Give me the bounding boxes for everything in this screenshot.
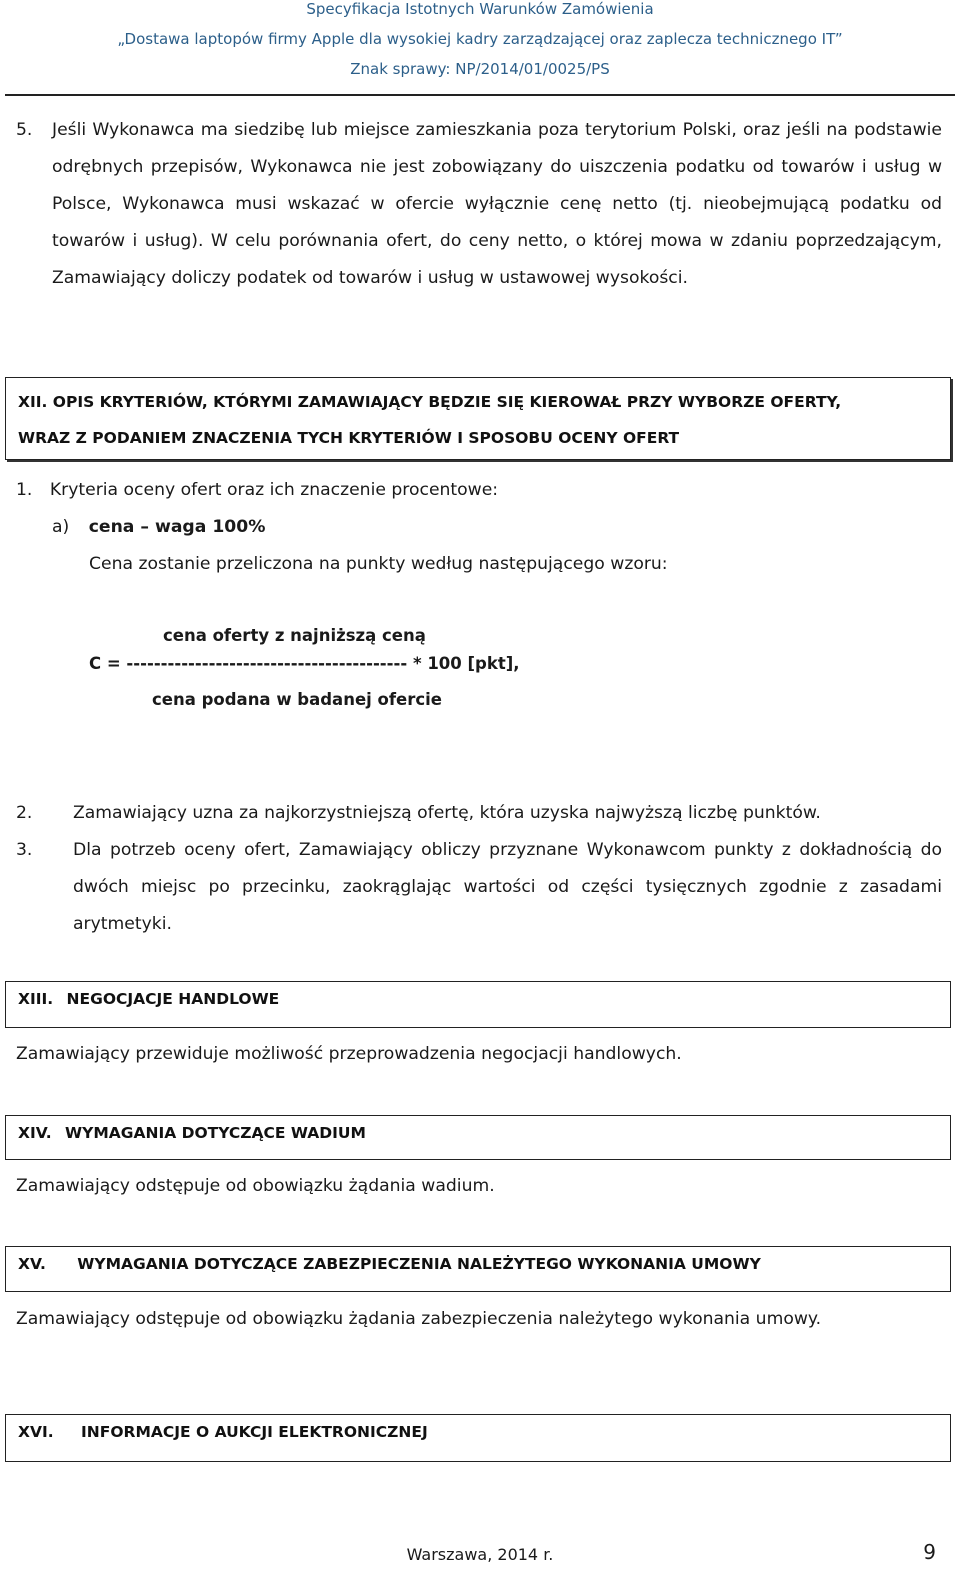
header-case-number: Znak sprawy: NP/2014/01/0025/PS (350, 60, 610, 78)
header-divider (5, 94, 955, 96)
section-14-heading (5, 1115, 951, 1160)
section-12-title-line1 (18, 384, 940, 420)
paragraph-5 (16, 112, 942, 297)
section-12-title-line2: WRAZ Z PODANIEM ZNACZENIA TYCH KRYTERIÓW I SPOSOBU OCENY OFERT (18, 429, 680, 447)
section-13-heading (5, 981, 951, 1028)
header-subject: „Dostawa laptopów firmy Apple dla wysokiej kadry zarządzającej oraz zaplecza technicznego IT” (117, 30, 843, 48)
section-14-title: WYMAGANIA DOTYCZĄCE WADIUM (65, 1124, 366, 1142)
header-spec-title: Specyfikacja Istotnych Warunków Zamówienia (306, 0, 654, 18)
criteria-item-2-number: 2. (16, 803, 33, 823)
footer-city-date: Warszawa, 2014 r. (406, 1545, 554, 1564)
section-12-title: OPIS KRYTERIÓW, KTÓRYMI ZAMAWIAJĄCY BĘDZIE SIĘ KIEROWAŁ PRZY WYBORZE OFERTY, (52, 393, 842, 411)
criteria-item-3-number: 3. (16, 840, 33, 860)
section-16-heading (5, 1414, 951, 1462)
criteria-item-a-description: Cena zostanie przeliczona na punkty według następującego wzoru: (89, 554, 668, 574)
paragraph-5-text: Jeśli Wykonawca ma siedzibę lub miejsce zamieszkania poza terytorium Polski, oraz jeśli na podstawie odrębnych przepisów, Wykonawca nie jest zobowiązany do uiszczenia podatku od towarów i usług w Polsce, Wykonawca musi wskazać w ofercie wyłącznie cenę netto (tj. nieobejmującą podatku od towarów i usług). W celu porównania ofert, do ceny netto, o której mowa w zdaniu poprzedzającym, Zamawiający doliczy podatek od towarów i usług w ustawowej wysokości. (52, 120, 942, 288)
section-15-text: Zamawiający odstępuje od obowiązku żądania zabezpieczenia należytego wykonania umowy. (16, 1309, 822, 1329)
section-16-title: INFORMACJE O AUKCJI ELEKTRONICZNEJ (81, 1423, 428, 1441)
criteria-item-3-text: Dla potrzeb oceny ofert, Zamawiający obliczy przyznane Wykonawcom punkty z dokładnością do dwóch miejsc po przecinku, zaokrąglając wartości od części tysięcznych zgodnie z zasadami arytmetyki. (73, 840, 942, 934)
criteria-item-a-text: cena – waga 100% (88, 517, 266, 537)
criteria-item-a-label: a) (52, 517, 70, 537)
criteria-item-2 (16, 795, 942, 832)
criteria-item-1 (16, 472, 942, 509)
criteria-item-1-number: 1. (16, 480, 33, 500)
section-16-number: XVI. (18, 1423, 54, 1441)
paragraph-5-number: 5. (16, 120, 33, 140)
formula-numerator: cena oferty z najniższą ceną (163, 626, 426, 645)
criteria-item-1-text: Kryteria oceny ofert oraz ich znaczenie procentowe: (49, 480, 499, 500)
section-12-heading (5, 377, 951, 460)
section-14-number: XIV. (18, 1124, 52, 1142)
formula-line: C = ----------------------------------------- * 100 [pkt], (89, 654, 520, 673)
section-15-heading (5, 1246, 951, 1292)
section-13-text: Zamawiający przewiduje możliwość przeprowadzenia negocjacji handlowych. (16, 1044, 682, 1064)
section-15-title: WYMAGANIA DOTYCZĄCE ZABEZPIECZENIA NALEŻYTEGO WYKONANIA UMOWY (77, 1255, 761, 1273)
criteria-item-a (52, 509, 932, 546)
criteria-item-2-text: Zamawiający uzna za najkorzystniejszą ofertę, która uzyska najwyższą liczbę punktów. (73, 803, 821, 823)
section-12-number: XII. (18, 393, 48, 411)
section-15-number: XV. (18, 1255, 46, 1273)
criteria-item-3 (16, 832, 942, 943)
section-14-text: Zamawiający odstępuje od obowiązku żądania wadium. (16, 1176, 495, 1196)
section-13-number: XIII. (18, 990, 54, 1008)
section-13-title: NEGOCJACJE HANDLOWE (66, 990, 280, 1008)
page-number: 9 (923, 1540, 936, 1564)
formula-denominator: cena podana w badanej ofercie (152, 690, 442, 709)
